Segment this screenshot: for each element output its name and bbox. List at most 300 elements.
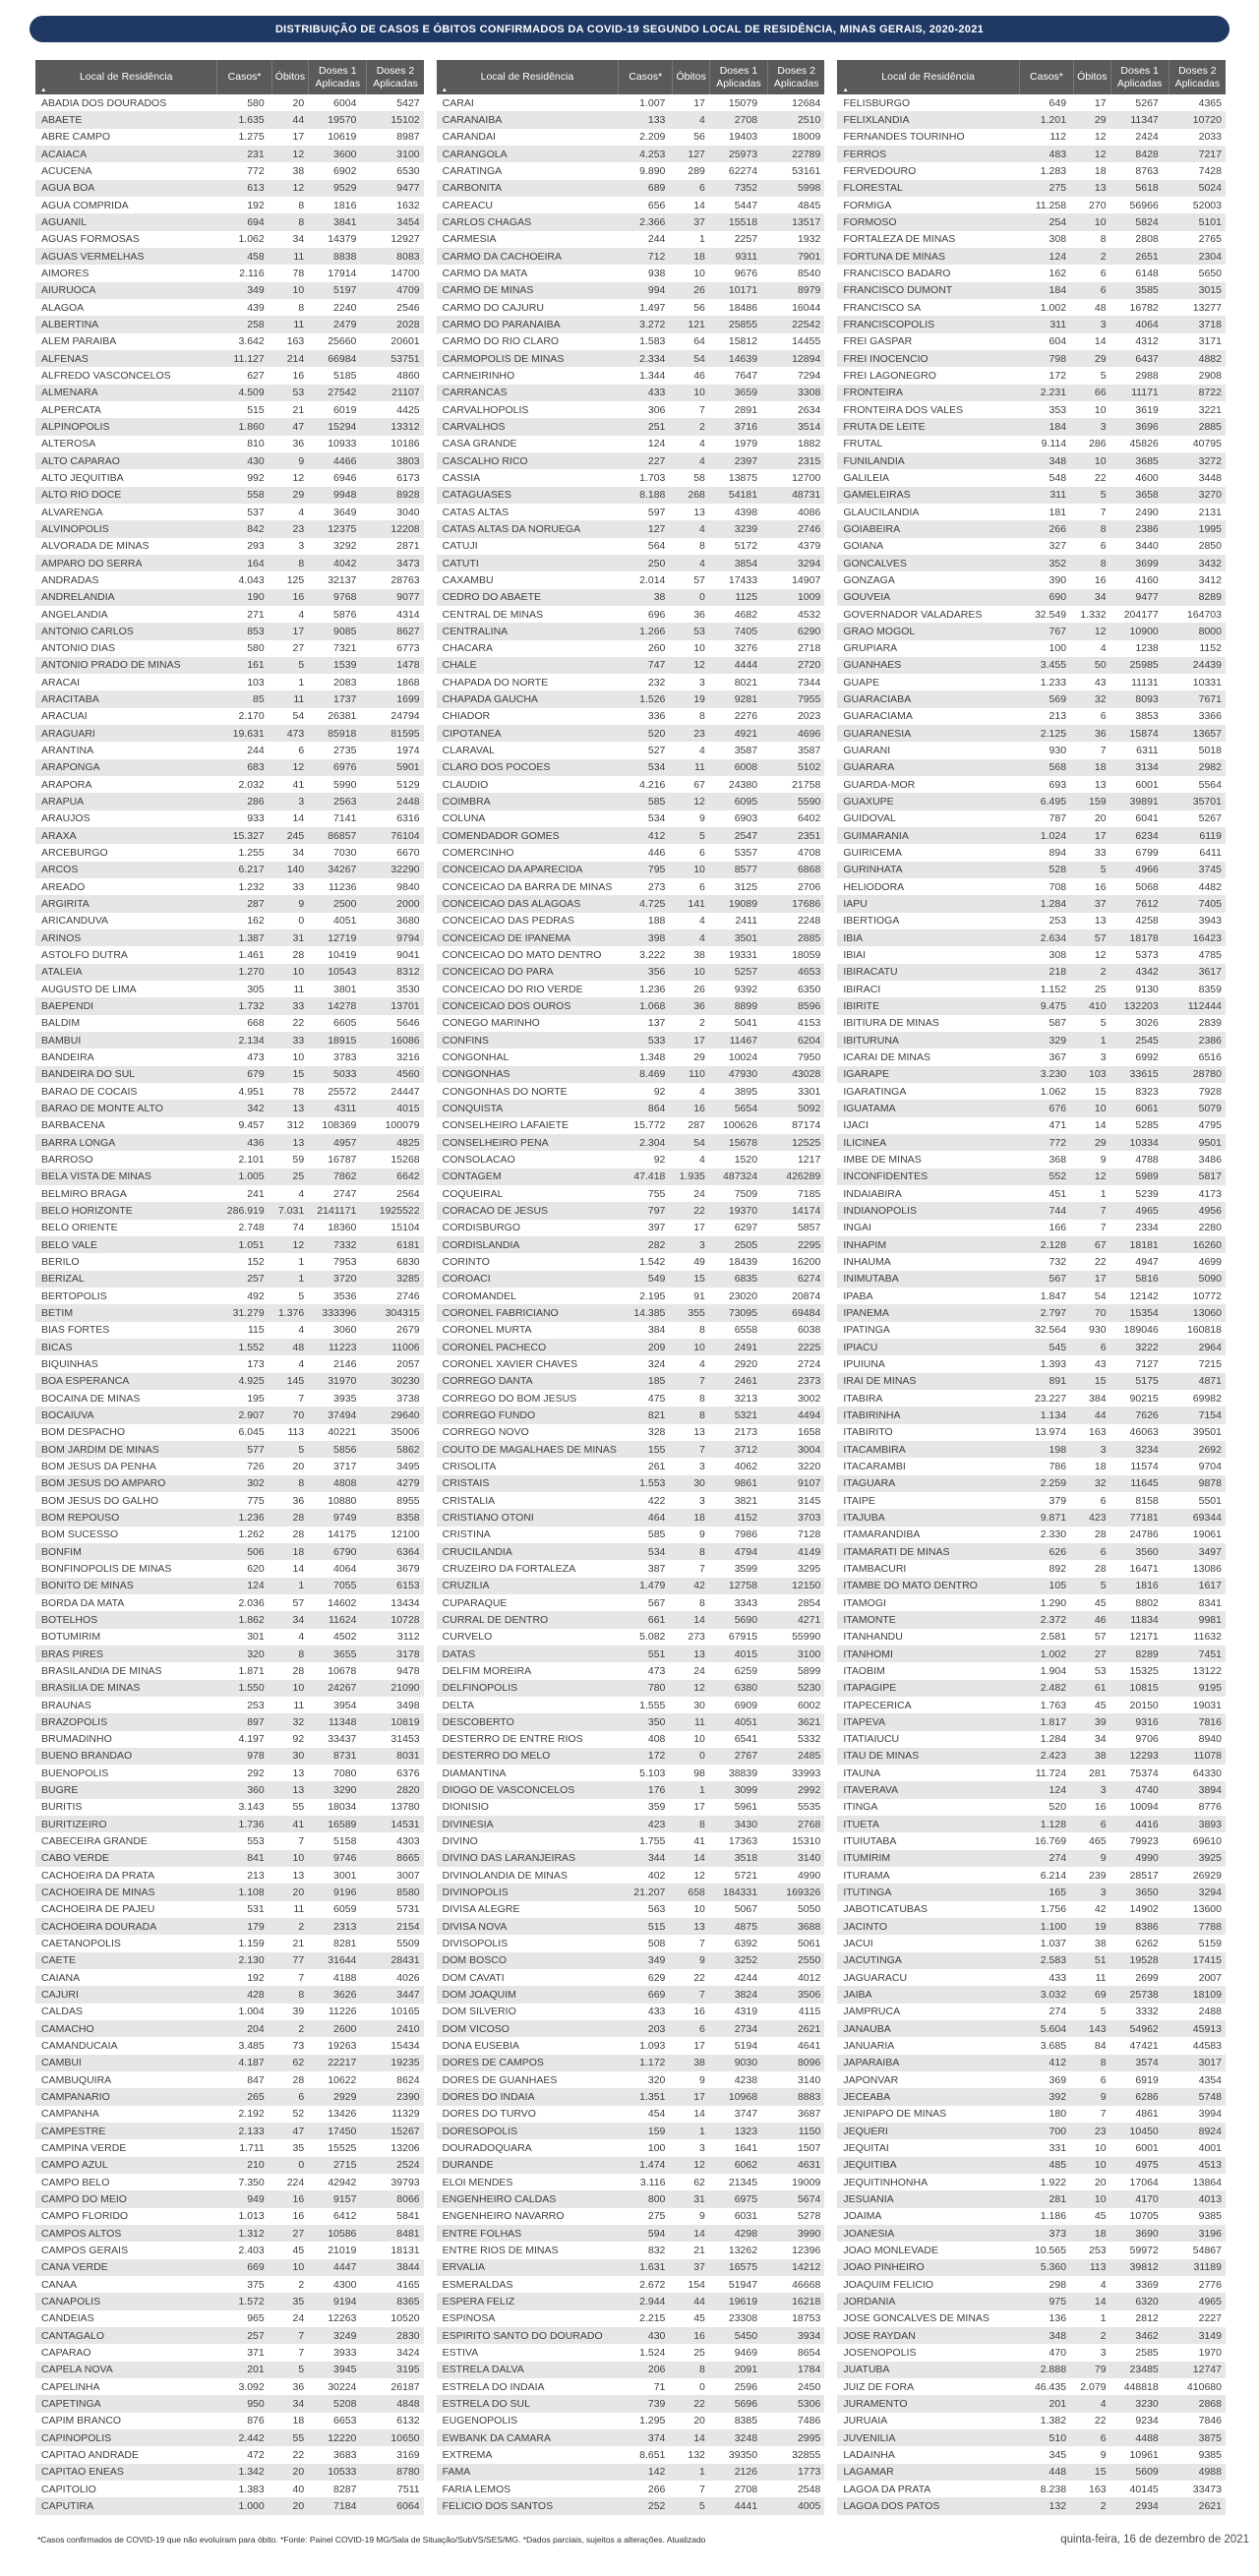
cell-municipality: DESCOBERTO <box>442 1715 514 1728</box>
table-row <box>437 690 825 707</box>
cell-municipality: CONCEICAO DO PARA <box>442 966 554 979</box>
cell-municipality: GUARANI <box>843 745 891 757</box>
cell-value: 305 <box>247 983 265 995</box>
cell-value: 47 <box>292 2125 305 2137</box>
cell-value: 4482 <box>1198 880 1222 893</box>
cell-value: 9 <box>699 1954 705 1967</box>
cell-value: 33437 <box>328 1733 357 1746</box>
cell-value: 24380 <box>728 778 758 791</box>
table-row <box>437 469 825 486</box>
col-header-casos[interactable]: Casos* <box>619 60 673 94</box>
table-row <box>437 1168 825 1185</box>
cell-value: 627 <box>247 369 265 382</box>
cell-municipality: CAPARAO <box>41 2346 91 2359</box>
table-row <box>437 2344 825 2361</box>
cell-municipality: COIMBRA <box>442 796 491 809</box>
cell-value: 49 <box>693 1255 705 1268</box>
cell-value: 4319 <box>734 2006 758 2018</box>
cell-value: 36 <box>292 1494 305 1507</box>
cell-value: 78 <box>292 267 305 279</box>
table-row <box>437 2106 825 2123</box>
cell-value: 2227 <box>1198 2312 1222 2325</box>
cell-value: 3448 <box>1198 471 1222 484</box>
table-row <box>437 2208 825 2225</box>
cell-value: 3100 <box>797 1647 821 1660</box>
table-row <box>35 1543 424 1560</box>
cell-value: 10 <box>1094 454 1107 467</box>
cell-value: 4444 <box>734 659 758 672</box>
cell-value: 7986 <box>734 1528 758 1541</box>
cell-value: 3430 <box>734 1818 758 1830</box>
cell-value: 9.475 <box>1040 1000 1067 1013</box>
cell-value: 10024 <box>728 1051 758 1064</box>
cell-value: 4051 <box>734 1715 758 1728</box>
cell-value: 34 <box>292 847 305 860</box>
cell-value: 9.871 <box>1040 1511 1067 1524</box>
col-header-doses1[interactable]: Doses 1 Aplicadas <box>1111 60 1169 94</box>
cell-value: 2634 <box>797 403 821 416</box>
cell-value: 668 <box>247 1017 265 1030</box>
cell-value: 4 <box>699 915 705 928</box>
cell-value: 184 <box>1049 420 1067 433</box>
cell-value: 12 <box>292 1238 305 1251</box>
cell-value: 430 <box>247 454 265 467</box>
cell-value: 8722 <box>1198 387 1222 399</box>
cell-value: 7862 <box>333 1170 357 1183</box>
cell-value: 379 <box>1049 1494 1067 1507</box>
cell-municipality: EXTREMA <box>442 2448 493 2461</box>
col-header-doses1[interactable]: Doses 1 Aplicadas <box>710 60 768 94</box>
cell-value: 2585 <box>1135 2346 1159 2359</box>
cell-value: 29 <box>292 489 305 502</box>
cell-municipality: CARLOS CHAGAS <box>442 215 532 228</box>
cell-value: 28763 <box>390 573 420 586</box>
cell-value: 0 <box>298 2159 305 2172</box>
cell-value: 7511 <box>397 2483 420 2495</box>
cell-value: 2964 <box>1198 1341 1222 1353</box>
cell-value: 694 <box>247 215 265 228</box>
cell-municipality: AGUAS VERMELHAS <box>41 250 145 263</box>
table-row <box>437 844 825 861</box>
cell-municipality: ALTEROSA <box>41 438 96 450</box>
cell-value: 2.797 <box>1040 1306 1067 1319</box>
cell-value: 30 <box>693 1699 705 1711</box>
table-row <box>35 606 424 623</box>
cell-value: 21 <box>292 1938 305 1950</box>
table-row <box>35 2378 424 2395</box>
cell-value: 273 <box>647 880 666 893</box>
cell-municipality: ABRE CAMPO <box>41 131 111 144</box>
cell-value: 8 <box>298 301 305 314</box>
cell-value: 23 <box>693 727 705 740</box>
cell-value: 3252 <box>734 1954 758 1967</box>
table-row <box>837 776 1226 793</box>
cell-municipality: CRISTIANO OTONI <box>442 1511 534 1524</box>
cell-municipality: INHAUMA <box>843 1255 891 1268</box>
cell-value: 10 <box>1094 2159 1107 2172</box>
cell-value: 7486 <box>797 2415 821 2427</box>
cell-value: 7 <box>699 1375 705 1388</box>
cell-municipality: ENGENHEIRO CALDAS <box>442 2193 557 2206</box>
cell-value: 6350 <box>797 983 821 995</box>
col-header-local-de-residencia[interactable] <box>35 60 217 94</box>
cell-municipality: GURINHATA <box>843 864 903 876</box>
cell-value: 14379 <box>328 233 357 246</box>
cell-value: 8955 <box>396 1494 420 1507</box>
cell-value: 350 <box>647 1715 666 1728</box>
cell-municipality: ITAIPE <box>843 1494 875 1507</box>
cell-municipality: GALILEIA <box>843 471 890 484</box>
cell-value: 8289 <box>1198 591 1222 604</box>
col-header-obitos[interactable]: Óbitos <box>272 60 309 94</box>
cell-value: 2.128 <box>1040 1238 1067 1251</box>
cell-municipality: BARRA LONGA <box>41 1136 116 1149</box>
cell-value: 4398 <box>734 506 758 518</box>
col-header-doses2[interactable]: Doses 2 Aplicadas <box>773 65 819 90</box>
cell-value: 304315 <box>385 1306 420 1319</box>
cell-value: 485 <box>1049 2159 1067 2172</box>
cell-value: 46 <box>693 369 705 382</box>
cell-municipality: CANA VERDE <box>41 2261 108 2274</box>
cell-value: 15294 <box>328 420 357 433</box>
cell-municipality: DONA EUSEBIA <box>442 2040 519 2053</box>
table-row <box>35 981 424 997</box>
cell-municipality: CARMO DA CACHOEIRA <box>442 250 563 263</box>
cell-value: 4956 <box>1198 1204 1222 1217</box>
table-row <box>35 1986 424 2003</box>
cell-value: 2450 <box>797 2380 821 2393</box>
cell-value: 1.703 <box>639 471 666 484</box>
col-header-doses2[interactable]: Doses 2 Aplicadas <box>373 65 418 90</box>
cell-value: 103 <box>247 676 265 689</box>
cell-value: 2131 <box>1198 506 1222 518</box>
cell-value: 4975 <box>1135 2159 1159 2172</box>
col-header-doses2[interactable]: Doses 2 Aplicadas <box>1174 65 1221 90</box>
cell-value: 975 <box>1049 2295 1067 2307</box>
cell-value: 8940 <box>1198 1733 1222 1746</box>
cell-value: 32 <box>1094 693 1107 706</box>
cell-value: 75374 <box>1129 1767 1159 1779</box>
cell-value: 2596 <box>734 2380 758 2393</box>
cell-value: 534 <box>647 1545 666 1558</box>
cell-value: 56 <box>693 131 705 144</box>
table-row <box>437 1048 825 1065</box>
cell-value: 2448 <box>396 796 420 809</box>
cell-value: 4966 <box>1135 864 1159 876</box>
table-row <box>837 1935 1226 1951</box>
cell-value: 28431 <box>390 1954 420 1967</box>
col-header-obitos[interactable]: Óbitos <box>673 60 709 94</box>
col-header-doses1[interactable]: Doses 1 Aplicadas <box>309 60 367 94</box>
cell-value: 6790 <box>333 1545 357 1558</box>
cell-value: 832 <box>647 2245 666 2256</box>
cell-value: 45 <box>693 2312 705 2325</box>
table-row <box>837 606 1226 623</box>
cell-municipality: ALBERTINA <box>41 318 99 330</box>
cell-value: 938 <box>647 267 666 279</box>
table-row <box>35 913 424 929</box>
table-row <box>837 1594 1226 1611</box>
cell-value: 5.103 <box>639 1767 666 1779</box>
cell-value: 4794 <box>734 1545 758 1558</box>
cell-value: 348 <box>1049 2329 1067 2342</box>
cell-value: 3994 <box>1198 2108 1222 2121</box>
cell-municipality: BOM JESUS DA PENHA <box>41 1460 156 1472</box>
cell-value: 9316 <box>1135 1715 1159 1728</box>
cell-value: 10520 <box>390 2312 420 2325</box>
table-row <box>837 1611 1226 1628</box>
cell-municipality: ITINGA <box>843 1801 878 1814</box>
table-row <box>437 1935 825 1951</box>
cell-value: 17 <box>693 2040 705 2053</box>
cell-municipality: GUAPE <box>843 676 880 689</box>
cell-municipality: ENTRE RIOS DE MINAS <box>442 2245 559 2256</box>
cell-value: 142 <box>647 2466 666 2479</box>
table-row <box>837 265 1226 281</box>
cell-value: 894 <box>1049 847 1067 860</box>
cell-value: 2028 <box>396 318 420 330</box>
cell-value: 14 <box>693 2227 705 2240</box>
table-row <box>35 1083 424 1100</box>
cell-value: 43028 <box>792 1068 821 1081</box>
cell-value: 127 <box>647 522 666 535</box>
cell-value: 4005 <box>797 2499 821 2512</box>
cell-value: 3498 <box>396 1699 420 1711</box>
cell-value: 10171 <box>728 284 758 297</box>
cell-value: 81595 <box>390 727 420 740</box>
table-row <box>437 759 825 776</box>
cell-value: 1 <box>699 2466 705 2479</box>
cell-value: 4 <box>699 454 705 467</box>
cell-value: 10334 <box>1129 1136 1159 1149</box>
cell-municipality: GUAXUPE <box>843 796 894 809</box>
table-row <box>837 2004 1226 2020</box>
cell-value: 1 <box>298 1580 305 1592</box>
cell-municipality: JOSENOPOLIS <box>843 2346 917 2359</box>
table-row <box>35 1220 424 1236</box>
cell-municipality: COUTO DE MAGALHAES DE MINAS <box>442 1443 617 1456</box>
cell-value: 20 <box>693 2415 705 2427</box>
table-row <box>437 538 825 555</box>
table-row <box>35 1475 424 1492</box>
cell-value: 7344 <box>797 676 821 689</box>
cell-value: 3685 <box>1135 454 1159 467</box>
cell-value: 520 <box>1049 1801 1067 1814</box>
cell-value: 629 <box>647 1971 666 1984</box>
cell-value: 5646 <box>396 1017 420 1030</box>
cell-value: 8899 <box>734 1000 758 1013</box>
table-row <box>437 1680 825 1697</box>
cell-value: 527 <box>647 745 666 757</box>
table-row <box>837 436 1226 452</box>
col-header-casos[interactable]: Casos* <box>217 60 271 94</box>
cell-value: 2747 <box>333 1187 357 1200</box>
cell-value: 10.565 <box>1034 2245 1067 2256</box>
cell-value: 16575 <box>728 2261 758 2274</box>
cell-value: 2485 <box>797 1750 821 1763</box>
cell-value: 20601 <box>390 335 420 348</box>
cell-value: 9041 <box>396 949 420 962</box>
cell-municipality: GUARDA-MOR <box>843 778 916 791</box>
cell-value: 3213 <box>734 1392 758 1405</box>
table-row <box>437 1151 825 1168</box>
cell-value: 132 <box>1049 2499 1067 2512</box>
cell-value: 567 <box>1049 1273 1067 1286</box>
col-header-local-de-residencia[interactable] <box>837 60 1019 94</box>
table-row <box>837 538 1226 555</box>
cell-value: 4312 <box>1135 335 1159 348</box>
cell-value: 37494 <box>328 1408 357 1421</box>
cell-value: 9311 <box>735 250 758 263</box>
cell-value: 371 <box>247 2346 265 2359</box>
footer-note: *Casos confirmados de COVID-19 que não evoluíram para óbito. *Fonte: Painel COVID-19 MG/Sala de Situação/SubVS/SES/MG. *Dados parciais, sujeitos a alterações. Atualizado <box>37 2535 706 2545</box>
cell-value: 1.935 <box>679 1170 705 1183</box>
cell-value: 2621 <box>797 2022 821 2035</box>
cell-value: 28 <box>292 1528 305 1541</box>
cell-value: 2.330 <box>1040 1528 1067 1541</box>
cell-value: 50 <box>1094 659 1107 672</box>
table-row <box>837 1253 1226 1270</box>
cell-value: 4300 <box>333 2278 357 2291</box>
cell-municipality: ARCEBURGO <box>41 847 108 860</box>
cell-municipality: CAPELA NOVA <box>41 2364 113 2376</box>
cell-municipality: CRUZILIA <box>442 1580 490 1592</box>
cell-value: 29 <box>1094 113 1107 126</box>
cell-municipality: BURITIZEIRO <box>41 1818 107 1830</box>
cell-municipality: ARICANDUVA <box>41 915 109 928</box>
cell-value: 6437 <box>1135 352 1159 365</box>
cell-value: 7 <box>1100 1222 1107 1234</box>
cell-value: 77 <box>292 1954 305 1967</box>
cell-value: 2424 <box>1135 131 1159 144</box>
cell-value: 387 <box>647 1562 666 1575</box>
cell-value: 15812 <box>728 335 758 348</box>
table-row <box>35 1373 424 1390</box>
table-row <box>837 2464 1226 2481</box>
table-row <box>837 1560 1226 1577</box>
cell-value: 10 <box>693 864 705 876</box>
table-row <box>437 1731 825 1748</box>
cell-municipality: JACUTINGA <box>843 1954 902 1967</box>
cell-value: 2033 <box>1198 131 1222 144</box>
cell-municipality: BRUMADINHO <box>41 1733 112 1746</box>
cell-value: 4.951 <box>238 1085 265 1098</box>
cell-value: 245 <box>286 829 305 842</box>
table-row <box>35 1015 424 1032</box>
cell-value: 10 <box>292 2261 305 2274</box>
cell-value: 36 <box>292 2380 305 2393</box>
table-row <box>837 1884 1226 1900</box>
cell-value: 3600 <box>333 148 357 160</box>
table-row <box>837 213 1226 230</box>
cell-municipality: CORONEL XAVIER CHAVES <box>442 1357 578 1370</box>
cell-value: 15434 <box>390 2040 420 2053</box>
cell-value: 3 <box>699 676 705 689</box>
col-header-local-de-residencia[interactable] <box>437 60 619 94</box>
cell-value: 5748 <box>1198 2091 1222 2104</box>
col-header-casos[interactable]: Casos* <box>1020 60 1074 94</box>
cell-value: 6 <box>1100 284 1107 297</box>
col-header-obitos[interactable]: Óbitos <box>1074 60 1110 94</box>
cell-municipality: CONCEICAO DE IPANEMA <box>442 931 571 944</box>
cell-value: 978 <box>247 1750 265 1763</box>
cell-municipality: CLARO DOS POCOES <box>442 761 551 774</box>
table-row <box>837 418 1226 435</box>
cell-municipality: CAMPO AZUL <box>41 2159 108 2172</box>
cell-value: 9861 <box>734 1477 758 1490</box>
cell-value: 620 <box>247 1562 265 1575</box>
cell-value: 143 <box>1089 2022 1107 2035</box>
cell-municipality: DORES DO INDAIA <box>442 2091 535 2104</box>
cell-municipality: DIOGO DE VASCONCELOS <box>442 1784 575 1797</box>
table-row <box>437 2190 825 2207</box>
cell-value: 14455 <box>792 335 821 348</box>
cell-municipality: IGARATINGA <box>843 1085 907 1098</box>
cell-value: 2929 <box>333 2091 357 2104</box>
cell-value: 206 <box>647 2364 666 2376</box>
cell-value: 1.542 <box>639 1255 666 1268</box>
cell-value: 1.383 <box>238 2483 265 2495</box>
table-row <box>837 2293 1226 2309</box>
table-row <box>437 2088 825 2105</box>
cell-value: 48731 <box>792 489 821 502</box>
cell-value: 12 <box>292 148 305 160</box>
cell-value: 16086 <box>390 1034 420 1047</box>
cell-value: 1 <box>298 1255 305 1268</box>
cell-value: 4170 <box>1135 2193 1159 2206</box>
cell-value: 3294 <box>797 557 821 569</box>
cell-value: 179 <box>247 1920 265 1933</box>
cell-value: 1816 <box>1135 1580 1159 1592</box>
cell-value: 10 <box>1094 403 1107 416</box>
cell-value: 5239 <box>1135 1187 1159 1200</box>
cell-value: 2746 <box>396 1289 420 1302</box>
cell-value: 3149 <box>1198 2329 1222 2342</box>
cell-value: 12 <box>693 1682 705 1695</box>
cell-value: 1 <box>699 2125 705 2137</box>
cell-value: 3626 <box>333 1989 357 2002</box>
cell-value: 22542 <box>792 318 821 330</box>
cell-municipality: ANDRADAS <box>41 573 99 586</box>
table-row <box>437 862 825 878</box>
cell-value: 1 <box>699 1784 705 1797</box>
cell-value: 8 <box>1100 522 1107 535</box>
cell-municipality: FREI LAGONEGRO <box>843 369 936 382</box>
cell-value: 4064 <box>333 1562 357 1575</box>
cell-value: 669 <box>247 2261 265 2274</box>
cell-value: 124 <box>1049 1784 1067 1797</box>
cell-value: 6 <box>1100 1494 1107 1507</box>
cell-value: 708 <box>1049 880 1067 893</box>
cell-value: 21 <box>292 403 305 416</box>
cell-municipality: IPIACU <box>843 1341 878 1353</box>
cell-value: 19235 <box>390 2057 420 2069</box>
cell-municipality: DOURADOQUARA <box>442 2142 532 2155</box>
cell-municipality: CHAPADA DO NORTE <box>442 676 549 689</box>
cell-value: 311 <box>1049 318 1067 330</box>
cell-value: 696 <box>647 608 666 621</box>
cell-value: 23308 <box>728 2312 758 2325</box>
cell-municipality: JOAO MONLEVADE <box>843 2245 939 2256</box>
table-row <box>35 1339 424 1355</box>
table-row <box>35 2190 424 2207</box>
cell-value: 15874 <box>1129 727 1159 740</box>
cell-value: 8 <box>699 1324 705 1337</box>
table-row <box>437 213 825 230</box>
cell-value: 390 <box>1049 573 1067 586</box>
cell-value: 2708 <box>734 2483 758 2495</box>
cell-value: 2.130 <box>238 1954 265 1967</box>
